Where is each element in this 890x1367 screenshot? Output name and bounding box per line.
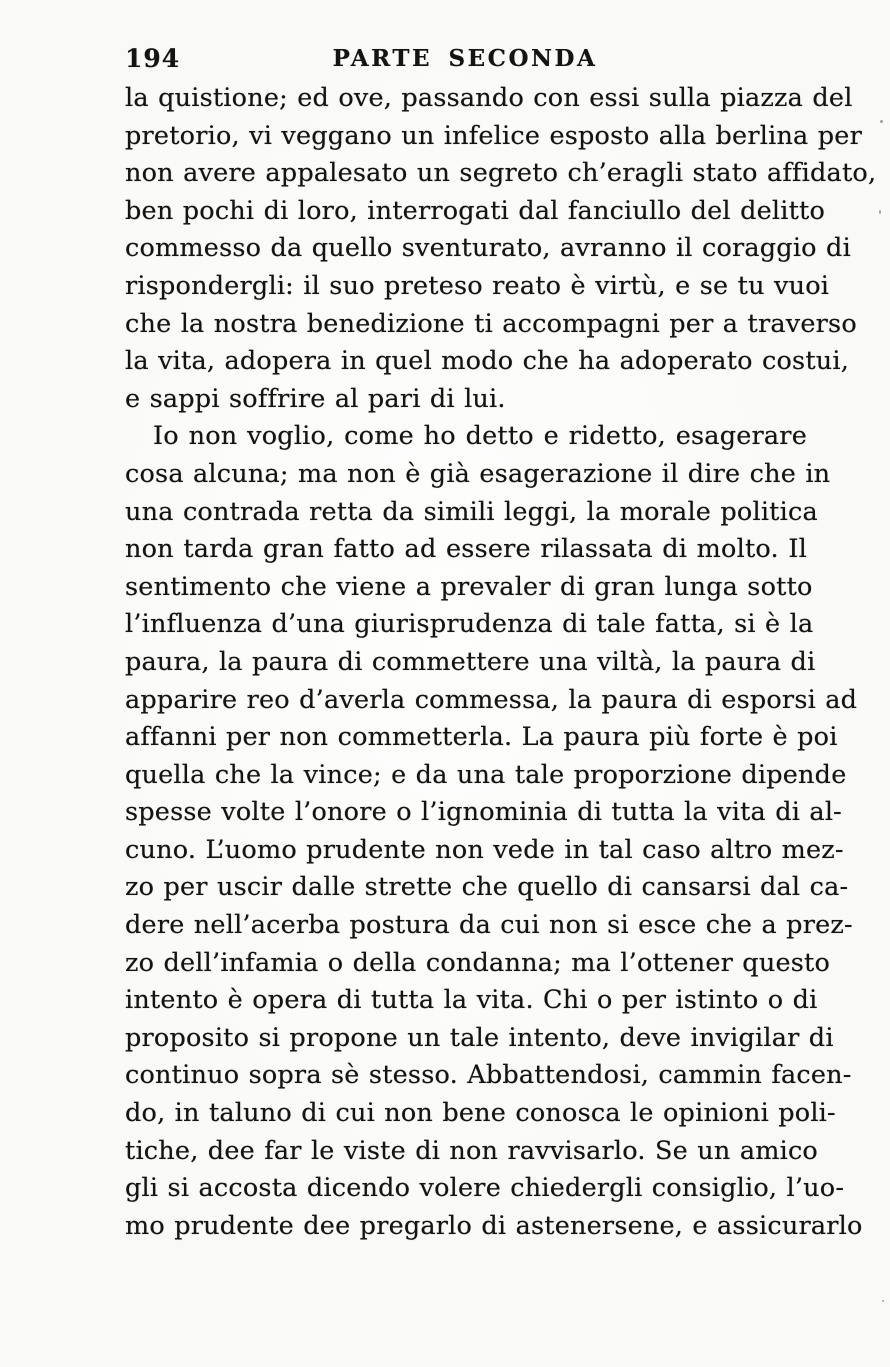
text-line: rispondergli: il suo preteso reato è virtù, e se tu vuoi bbox=[125, 270, 830, 301]
text-line: apparire reo d’averla commessa, la paura di esporsi ad bbox=[125, 684, 858, 715]
text-line: non tarda gran fatto ad essere rilassata di molto. Il bbox=[125, 534, 807, 565]
page-body bbox=[125, 80, 877, 1245]
text-line: commesso da quello sventurato, avranno il coraggio di bbox=[125, 233, 851, 264]
text-line: l’influenza d’una giurisprudenza di tale fatta, si è la bbox=[125, 609, 814, 640]
text-line: ben pochi di loro, interrogati dal fanciullo del delitto bbox=[125, 195, 826, 226]
text-line: e sappi soffrire al pari di lui. bbox=[125, 383, 506, 414]
text-line: zo dell’infamia o della condanna; ma l’ottener questo bbox=[125, 947, 831, 978]
running-title: PARTE SECONDA bbox=[332, 45, 598, 72]
scan-speck bbox=[879, 210, 881, 214]
text-line: non avere appalesato un segreto ch’eragli stato affidato, bbox=[125, 158, 877, 189]
text-line: do, in taluno di cui non bene conosca le opinioni poli- bbox=[125, 1098, 836, 1129]
text-line: pretorio, vi veggano un infelice esposto alla berlina per bbox=[125, 120, 862, 151]
paragraph bbox=[125, 80, 877, 418]
text-line: proposito si propone un tale intento, deve invigilar di bbox=[125, 1022, 834, 1053]
text-line: Io non voglio, come ho detto e ridetto, esagerare bbox=[153, 421, 807, 452]
text-line: affanni per non commetterla. La paura più forte è poi bbox=[125, 722, 838, 753]
text-line: quella che la vince; e da una tale proporzione dipende bbox=[125, 759, 847, 790]
page-number: 194 bbox=[125, 44, 181, 73]
page-header bbox=[125, 44, 805, 76]
text-line: la quistione; ed ove, passando con essi sulla piazza del bbox=[125, 83, 853, 113]
scan-speck bbox=[882, 1300, 884, 1302]
text-line: mo prudente dee pregarlo di astenersene, e assicurarlo bbox=[125, 1210, 863, 1241]
paragraph bbox=[125, 418, 863, 1245]
text-line: dere nell’acerba postura da cui non si esce che a prez- bbox=[125, 910, 853, 941]
text-line: continuo sopra sè stesso. Abbattendosi, cammin facen- bbox=[125, 1060, 852, 1091]
text-line: tiche, dee far le viste di non ravvisarlo. Se un amico bbox=[125, 1135, 818, 1166]
text-line: cuno. L’uomo prudente non vede in tal caso altro mez- bbox=[125, 834, 844, 865]
text-line: paura, la paura di commettere una viltà, la paura di bbox=[125, 646, 816, 677]
text-line: cosa alcuna; ma non è già esagerazione il dire che in bbox=[125, 458, 831, 489]
scan-speck bbox=[880, 120, 883, 123]
text-line: che la nostra benedizione ti accompagni per a traverso bbox=[125, 308, 857, 339]
text-line: gli si accosta dicendo volere chiedergli consiglio, l’uo- bbox=[125, 1173, 845, 1204]
text-line: intento è opera di tutta la vita. Chi o per istinto o di bbox=[125, 985, 818, 1016]
text-line: una contrada retta da simili leggi, la morale politica bbox=[125, 496, 818, 527]
text-line: la vita, adopera in quel modo che ha adoperato costui, bbox=[125, 346, 850, 377]
text-line: spesse volte l’onore o l’ignominia di tutta la vita di al- bbox=[125, 797, 842, 828]
text-line: zo per uscir dalle strette che quello di cansarsi dal ca- bbox=[125, 872, 849, 903]
text-line: sentimento che viene a prevaler di gran lunga sotto bbox=[125, 571, 813, 602]
